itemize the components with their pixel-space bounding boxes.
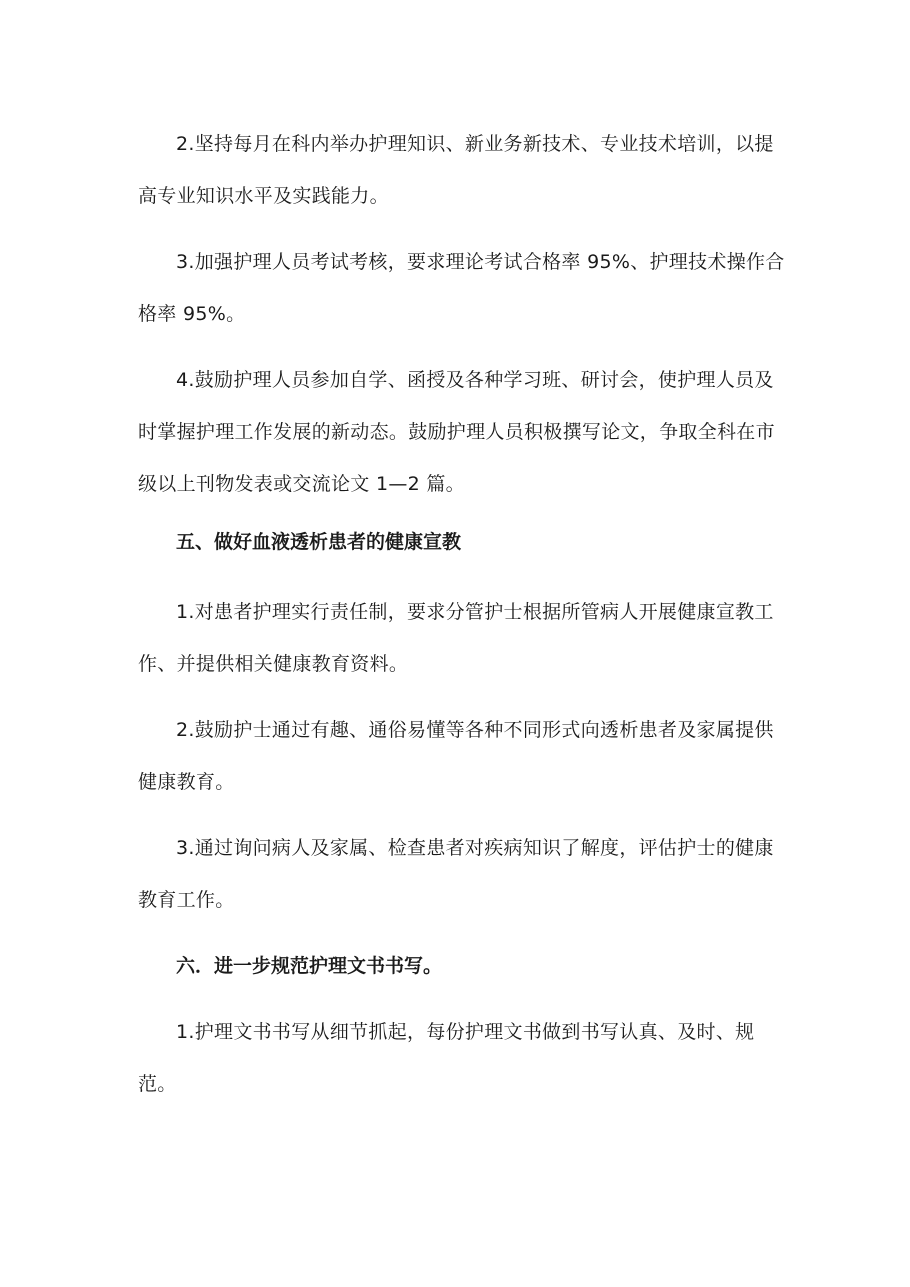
paragraph-study: 4.鼓励护理人员参加自学、函授及各种学习班、研讨会，使护理人员及时掌握护理工作发展的新动态。鼓励护理人员积极撰写论文，争取全科在市级以上刊物发表或交流论文 1—2 篇。 [138,369,775,495]
paragraph-6-1: 1.护理文书书写从细节抓起，每份护理文书做到书写认真、及时、规范。 [138,1021,755,1095]
paragraph-5-1: 1.对患者护理实行责任制，要求分管护士根据所管病人开展健康宣教工作、并提供相关健康教育资料。 [138,601,774,675]
paragraph-training: 2.坚持每月在科内举办护理知识、新业务新技术、专业技术培训，以提高专业知识水平及实践能力。 [138,133,774,207]
paragraph-exam: 3.加强护理人员考试考核，要求理论考试合格率 95%、护理技术操作合格率 95%。 [138,251,785,325]
paragraph-5-3: 3.通过询问病人及家属、检查患者对疾病知识了解度，评估护士的健康教育工作。 [138,837,774,911]
section-heading-5: 五、做好血液透析患者的健康宣教 [176,531,462,553]
paragraph-5-2: 2.鼓励护士通过有趣、通俗易懂等各种不同形式向透析患者及家属提供健康教育。 [138,719,774,793]
section-heading-6: 六．进一步规范护理文书书写。 [176,955,443,977]
